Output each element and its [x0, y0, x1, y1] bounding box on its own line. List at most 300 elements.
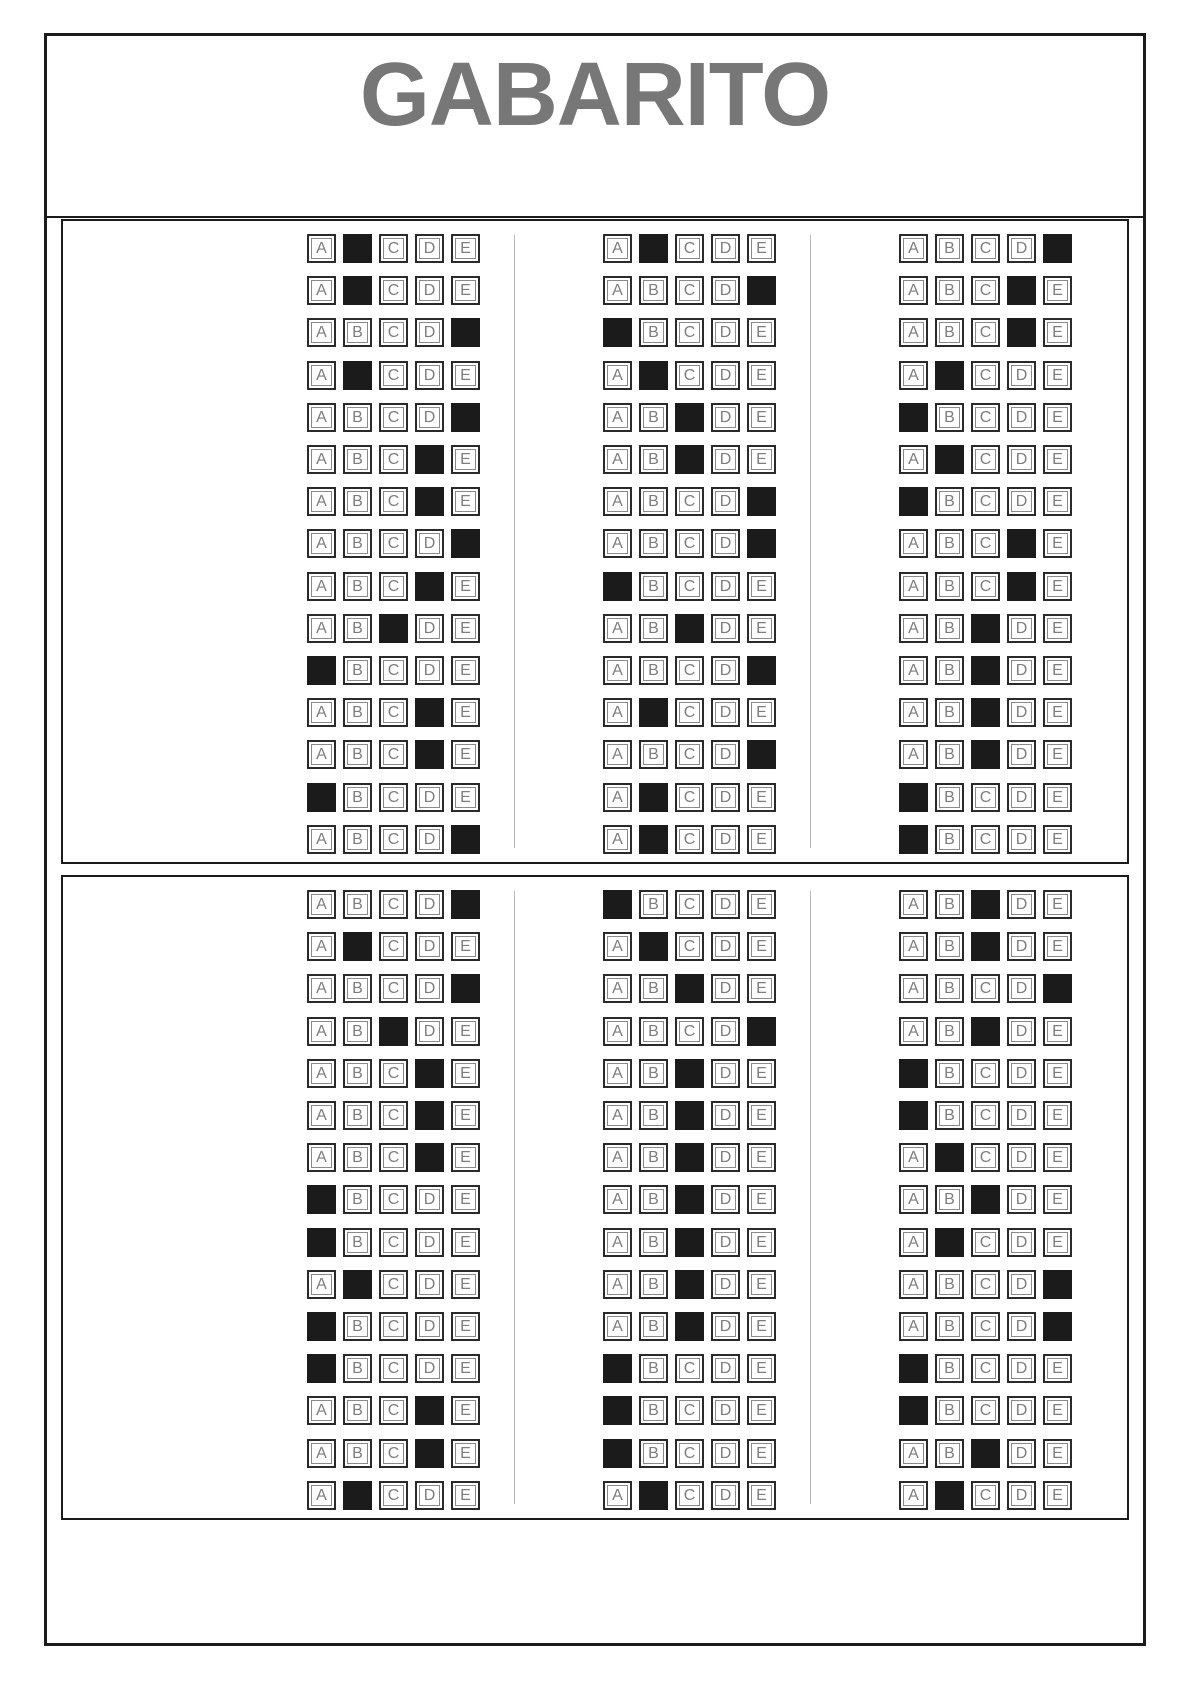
option-box-b — [935, 529, 964, 558]
option-letter: D — [715, 978, 736, 999]
option-letter: A — [311, 1443, 332, 1464]
option-box-d — [1007, 890, 1036, 919]
option-letter: D — [715, 1105, 736, 1126]
option-letter: D — [1011, 978, 1032, 999]
option-letter: A — [607, 1189, 628, 1210]
option-letter: D — [1011, 787, 1032, 808]
option-letter: D — [715, 1274, 736, 1295]
option-box-a — [603, 1143, 632, 1172]
answer-row — [899, 1101, 1072, 1130]
option-letter: B — [347, 1443, 368, 1464]
marked-option-a — [899, 1059, 928, 1088]
option-box-a — [899, 1270, 928, 1299]
option-letter: D — [715, 1021, 736, 1042]
option-letter: D — [715, 1189, 736, 1210]
option-box-a — [307, 234, 336, 263]
option-letter: D — [419, 280, 440, 301]
option-letter: E — [751, 1485, 772, 1506]
option-letter: B — [347, 449, 368, 470]
option-box-e — [1043, 1228, 1072, 1257]
option-letter: D — [419, 1316, 440, 1337]
answer-row — [899, 1228, 1072, 1257]
option-box-d — [1007, 1439, 1036, 1468]
answer-row — [899, 783, 1072, 812]
option-letter: D — [1011, 618, 1032, 639]
answer-section-2 — [61, 875, 1129, 1520]
answer-row — [899, 740, 1072, 769]
option-letter: D — [1011, 407, 1032, 428]
option-box-a — [307, 1143, 336, 1172]
option-box-b — [935, 1439, 964, 1468]
option-box-e — [1043, 1185, 1072, 1214]
option-box-a — [307, 1059, 336, 1088]
option-letter: C — [679, 829, 700, 850]
option-box-b — [935, 825, 964, 854]
option-letter: E — [1047, 744, 1068, 765]
option-letter: E — [751, 322, 772, 343]
marked-option-a — [307, 783, 336, 812]
option-letter: C — [383, 1105, 404, 1126]
option-letter: A — [903, 1189, 924, 1210]
option-letter: B — [347, 407, 368, 428]
option-letter: E — [1047, 280, 1068, 301]
option-letter: B — [939, 1443, 960, 1464]
option-box-e — [1043, 932, 1072, 961]
option-letter: A — [311, 238, 332, 259]
option-box-a — [307, 974, 336, 1003]
option-letter: B — [347, 1021, 368, 1042]
option-letter: C — [975, 1358, 996, 1379]
option-letter: C — [383, 660, 404, 681]
option-letter: B — [643, 1274, 664, 1295]
option-box-b — [935, 234, 964, 263]
option-box-a — [307, 1439, 336, 1468]
option-letter: C — [975, 238, 996, 259]
marked-option-d — [1007, 318, 1036, 347]
option-letter: C — [383, 936, 404, 957]
option-letter: C — [679, 702, 700, 723]
option-box-d — [1007, 1017, 1036, 1046]
option-letter: E — [455, 1443, 476, 1464]
answer-row — [899, 825, 1072, 854]
option-letter: C — [383, 491, 404, 512]
option-letter: D — [1011, 1147, 1032, 1168]
option-letter: D — [419, 1485, 440, 1506]
marked-option-b — [935, 1481, 964, 1510]
option-letter: C — [975, 407, 996, 428]
option-letter: E — [455, 618, 476, 639]
option-letter: C — [975, 322, 996, 343]
option-box-e — [1043, 614, 1072, 643]
option-box-c — [971, 1143, 1000, 1172]
option-letter: A — [607, 660, 628, 681]
option-letter: C — [383, 894, 404, 915]
answer-column-1 — [63, 221, 471, 862]
option-letter: C — [679, 491, 700, 512]
option-box-a — [603, 1059, 632, 1088]
option-letter: C — [975, 365, 996, 386]
option-box-a — [603, 932, 632, 961]
answer-row — [899, 890, 1072, 919]
option-letter: E — [751, 1316, 772, 1337]
option-letter: A — [607, 1105, 628, 1126]
option-letter: B — [939, 978, 960, 999]
option-letter: E — [1047, 533, 1068, 554]
option-box-e — [1043, 276, 1072, 305]
answer-row — [899, 698, 1072, 727]
answer-column-1 — [63, 877, 471, 1518]
option-letter: D — [715, 491, 736, 512]
option-box-b — [935, 1354, 964, 1383]
option-box-a — [307, 698, 336, 727]
option-box-a — [603, 974, 632, 1003]
option-box-a — [307, 572, 336, 601]
option-letter: A — [311, 491, 332, 512]
option-letter: E — [751, 1147, 772, 1168]
option-letter: C — [679, 744, 700, 765]
option-box-a — [307, 825, 336, 854]
option-box-d — [1007, 487, 1036, 516]
option-letter: E — [455, 280, 476, 301]
option-letter: E — [751, 829, 772, 850]
option-letter: A — [607, 744, 628, 765]
option-box-a — [603, 361, 632, 390]
option-box-b — [935, 276, 964, 305]
option-letter: E — [1047, 660, 1068, 681]
answer-row — [899, 932, 1072, 961]
option-letter: E — [751, 238, 772, 259]
option-letter: A — [607, 936, 628, 957]
option-box-e — [1043, 487, 1072, 516]
option-letter: A — [311, 1400, 332, 1421]
option-box-c — [971, 445, 1000, 474]
option-box-a — [899, 890, 928, 919]
answer-column-2 — [359, 877, 767, 1518]
option-letter: B — [643, 322, 664, 343]
option-box-a — [603, 698, 632, 727]
option-box-a — [307, 1101, 336, 1130]
option-box-c — [971, 1059, 1000, 1088]
answer-row — [899, 572, 1072, 601]
option-letter: C — [679, 660, 700, 681]
option-letter: E — [1047, 829, 1068, 850]
option-letter: A — [607, 1316, 628, 1337]
option-letter: C — [383, 365, 404, 386]
option-box-a — [307, 318, 336, 347]
option-box-a — [603, 783, 632, 812]
option-letter: D — [1011, 1189, 1032, 1210]
option-letter: C — [975, 1274, 996, 1295]
option-box-a — [899, 234, 928, 263]
option-box-a — [899, 1143, 928, 1172]
option-box-d — [1007, 783, 1036, 812]
option-letter: E — [751, 576, 772, 597]
option-letter: A — [903, 322, 924, 343]
answer-row — [899, 234, 1072, 263]
option-letter: A — [311, 365, 332, 386]
option-box-e — [1043, 656, 1072, 685]
option-letter: A — [311, 533, 332, 554]
option-letter: E — [1047, 576, 1068, 597]
option-letter: A — [311, 407, 332, 428]
option-letter: E — [751, 1189, 772, 1210]
option-letter: A — [607, 1232, 628, 1253]
option-box-d — [1007, 1059, 1036, 1088]
option-letter: B — [939, 491, 960, 512]
option-box-b — [935, 1270, 964, 1299]
option-letter: B — [643, 618, 664, 639]
marked-option-a — [603, 318, 632, 347]
option-letter: B — [347, 1147, 368, 1168]
marked-option-a — [307, 1312, 336, 1341]
marked-option-a — [899, 1101, 928, 1130]
answer-row — [899, 1312, 1072, 1341]
option-letter: E — [455, 787, 476, 808]
option-box-a — [899, 974, 928, 1003]
option-letter: A — [607, 491, 628, 512]
answer-row — [899, 614, 1072, 643]
option-box-a — [899, 572, 928, 601]
option-letter: B — [939, 1021, 960, 1042]
answer-row — [899, 974, 1072, 1003]
option-letter: C — [383, 1232, 404, 1253]
option-letter: B — [347, 1358, 368, 1379]
option-box-a — [307, 487, 336, 516]
option-box-a — [899, 276, 928, 305]
option-letter: C — [383, 1443, 404, 1464]
option-letter: A — [903, 1316, 924, 1337]
option-box-e — [1043, 529, 1072, 558]
option-letter: D — [419, 1232, 440, 1253]
option-letter: E — [455, 744, 476, 765]
option-letter: D — [419, 936, 440, 957]
option-letter: A — [607, 1063, 628, 1084]
marked-option-c — [971, 932, 1000, 961]
option-box-a — [603, 1017, 632, 1046]
option-letter: B — [939, 618, 960, 639]
option-letter: C — [383, 744, 404, 765]
option-letter: C — [975, 1063, 996, 1084]
option-box-c — [971, 1312, 1000, 1341]
option-letter: E — [455, 1274, 476, 1295]
option-box-a — [307, 276, 336, 305]
option-letter: A — [311, 829, 332, 850]
option-box-c — [971, 234, 1000, 263]
option-letter: A — [903, 1274, 924, 1295]
option-letter: C — [383, 1274, 404, 1295]
marked-option-c — [971, 656, 1000, 685]
option-box-d — [1007, 361, 1036, 390]
option-letter: E — [751, 702, 772, 723]
answer-column-3 — [655, 877, 1063, 1518]
option-letter: A — [607, 1147, 628, 1168]
option-box-a — [603, 1481, 632, 1510]
option-letter: E — [751, 1105, 772, 1126]
option-letter: A — [903, 533, 924, 554]
option-letter: A — [607, 618, 628, 639]
option-letter: E — [1047, 1189, 1068, 1210]
marked-option-a — [899, 825, 928, 854]
option-letter: C — [975, 280, 996, 301]
option-letter: D — [1011, 238, 1032, 259]
option-letter: A — [607, 978, 628, 999]
option-box-c — [971, 1481, 1000, 1510]
option-letter: E — [751, 1232, 772, 1253]
option-letter: A — [311, 702, 332, 723]
marked-option-a — [899, 1354, 928, 1383]
option-letter: B — [347, 576, 368, 597]
option-letter: A — [311, 744, 332, 765]
option-box-b — [935, 1017, 964, 1046]
option-letter: B — [939, 660, 960, 681]
option-letter: E — [1047, 365, 1068, 386]
option-box-e — [1043, 445, 1072, 474]
option-letter: E — [455, 1063, 476, 1084]
option-box-a — [603, 529, 632, 558]
option-letter: B — [347, 618, 368, 639]
answer-column-2 — [359, 221, 767, 862]
option-letter: C — [383, 322, 404, 343]
option-letter: E — [1047, 1358, 1068, 1379]
option-letter: B — [347, 1063, 368, 1084]
option-box-c — [971, 1396, 1000, 1425]
option-letter: C — [975, 1485, 996, 1506]
option-letter: B — [643, 449, 664, 470]
option-box-d — [1007, 1312, 1036, 1341]
option-letter: B — [939, 238, 960, 259]
option-box-a — [307, 614, 336, 643]
option-letter: D — [715, 702, 736, 723]
option-letter: D — [715, 660, 736, 681]
option-letter: D — [419, 978, 440, 999]
option-letter: B — [643, 491, 664, 512]
option-box-c — [971, 1354, 1000, 1383]
option-letter: A — [311, 618, 332, 639]
option-box-b — [935, 740, 964, 769]
option-letter: A — [607, 449, 628, 470]
option-letter: D — [419, 660, 440, 681]
marked-option-a — [899, 783, 928, 812]
option-letter: D — [715, 238, 736, 259]
option-box-e — [1043, 1101, 1072, 1130]
option-box-e — [1043, 361, 1072, 390]
option-box-d — [1007, 825, 1036, 854]
option-letter: B — [939, 1400, 960, 1421]
marked-option-a — [307, 1354, 336, 1383]
option-letter: D — [1011, 1105, 1032, 1126]
option-letter: C — [383, 533, 404, 554]
option-letter: D — [419, 787, 440, 808]
option-box-d — [1007, 1481, 1036, 1510]
option-letter: B — [643, 1021, 664, 1042]
option-letter: C — [679, 1358, 700, 1379]
option-box-e — [1043, 1017, 1072, 1046]
answer-row — [899, 1017, 1072, 1046]
option-letter: C — [679, 787, 700, 808]
option-letter: A — [903, 1485, 924, 1506]
answer-row — [899, 487, 1072, 516]
option-box-d — [1007, 1228, 1036, 1257]
option-letter: E — [1047, 407, 1068, 428]
option-letter: E — [1047, 1105, 1068, 1126]
option-letter: E — [455, 365, 476, 386]
option-letter: D — [1011, 491, 1032, 512]
option-letter: B — [939, 322, 960, 343]
option-letter: D — [715, 618, 736, 639]
option-letter: A — [607, 280, 628, 301]
option-box-c — [971, 529, 1000, 558]
option-letter: B — [347, 787, 368, 808]
option-letter: A — [311, 1063, 332, 1084]
option-box-c — [971, 318, 1000, 347]
option-letter: D — [1011, 1443, 1032, 1464]
option-letter: C — [679, 238, 700, 259]
option-letter: D — [715, 1485, 736, 1506]
option-box-a — [603, 825, 632, 854]
option-letter: E — [751, 894, 772, 915]
option-letter: D — [1011, 1400, 1032, 1421]
option-box-a — [603, 1228, 632, 1257]
option-box-b — [935, 1312, 964, 1341]
option-letter: E — [1047, 1443, 1068, 1464]
option-letter: A — [607, 533, 628, 554]
option-letter: A — [311, 1021, 332, 1042]
option-letter: A — [311, 1485, 332, 1506]
marked-option-d — [1007, 529, 1036, 558]
option-letter: B — [347, 1316, 368, 1337]
option-letter: D — [1011, 1358, 1032, 1379]
option-letter: A — [607, 787, 628, 808]
option-letter: C — [679, 1021, 700, 1042]
marked-option-e — [1043, 1312, 1072, 1341]
option-box-a — [603, 403, 632, 432]
marked-option-a — [307, 656, 336, 685]
option-letter: D — [715, 744, 736, 765]
page-title: GABARITO — [359, 45, 831, 145]
option-letter: B — [347, 322, 368, 343]
marked-option-b — [935, 445, 964, 474]
option-letter: D — [419, 322, 440, 343]
option-letter: D — [419, 407, 440, 428]
option-box-a — [899, 445, 928, 474]
option-letter: D — [1011, 894, 1032, 915]
answer-row — [899, 1481, 1072, 1510]
option-box-a — [307, 403, 336, 432]
option-letter: D — [1011, 744, 1032, 765]
option-letter: E — [1047, 936, 1068, 957]
option-letter: D — [715, 1147, 736, 1168]
option-box-a — [603, 740, 632, 769]
option-letter: B — [347, 1400, 368, 1421]
option-box-a — [307, 1017, 336, 1046]
option-box-e — [1043, 1439, 1072, 1468]
option-letter: C — [383, 407, 404, 428]
option-letter: D — [715, 365, 736, 386]
option-letter: E — [455, 936, 476, 957]
option-box-b — [935, 1101, 964, 1130]
option-letter: E — [1047, 1147, 1068, 1168]
option-letter: C — [383, 238, 404, 259]
option-letter: D — [715, 1400, 736, 1421]
option-letter: C — [383, 1189, 404, 1210]
option-letter: E — [751, 365, 772, 386]
option-box-a — [899, 318, 928, 347]
option-letter: E — [1047, 702, 1068, 723]
option-box-a — [307, 361, 336, 390]
option-letter: B — [643, 744, 664, 765]
option-letter: E — [1047, 618, 1068, 639]
option-letter: C — [975, 978, 996, 999]
